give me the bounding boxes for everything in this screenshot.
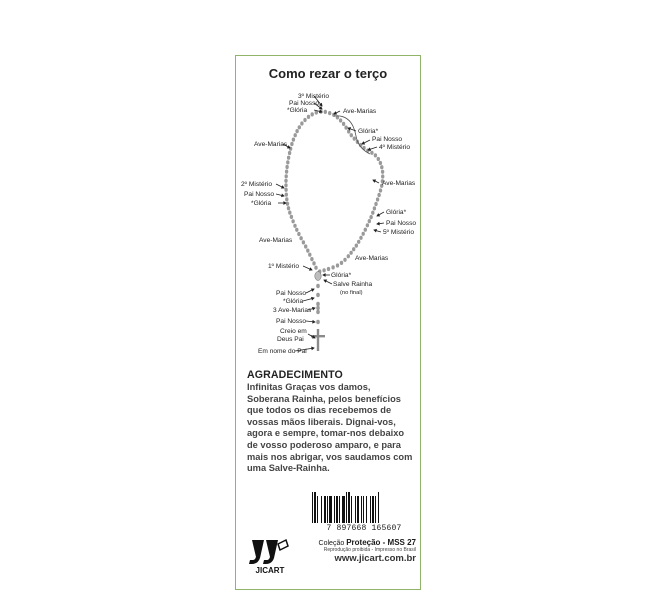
bead [336,263,339,267]
bead [377,157,380,161]
bead [300,121,303,125]
pendant-bead [316,320,320,324]
medal [315,272,321,281]
bead [295,129,298,133]
arrow-head [374,229,376,231]
bead [340,261,343,265]
arrow-head [284,202,286,204]
bead [374,202,377,206]
bead [285,197,288,201]
prayer-text: Infinitas Graças vos damos, Soberana Rainha, pelos benefícios que todos os dias recebemos de vossas mãos liberais. Dignai-vos, agora e sempre, tomar-nos debaixo de vosso poderoso amparo, e para mais nos abrigar, vos saudamos com uma Salve-Rainha. [247,382,413,474]
pendant-bead [316,302,320,306]
arrow-head [323,274,325,276]
bead [331,265,334,269]
arrow-head [312,297,314,299]
label-5-misterio: 5º Mistério [383,229,414,236]
arrow-head [282,194,284,196]
label-deus-pai: Deus Pai [277,336,304,343]
arrow-head [312,347,314,349]
label-gloria-2: *Glória [251,200,272,207]
arrow-head [313,321,315,323]
bead [285,193,288,197]
bead [285,165,288,169]
label-pai-nosso-3: Pai Nosso [289,100,320,107]
bead [327,267,330,271]
bead [357,240,360,244]
bead [292,138,295,142]
label-pai-nosso-pendant: Pai Nosso [276,290,307,297]
arrow-head [310,268,312,270]
bead [311,112,314,116]
bead [349,251,352,255]
bead [322,268,325,272]
bead [328,111,331,115]
label-gloria-final: Glória* [331,272,352,279]
barcode-bar [379,492,380,523]
bead [308,253,311,257]
label-4-misterio: 4º Mistério [379,144,410,151]
rosary-beads [284,110,384,352]
bead [287,156,290,160]
bead [355,244,358,248]
bead [373,206,376,210]
label-ave-marias-right: Ave-Marias [382,180,416,187]
prayer-heading: AGRADECIMENTO [247,369,343,381]
card-title: Como rezar o terço [268,66,388,81]
jicart-logo [248,534,292,574]
bead [377,193,380,197]
bead [294,133,297,137]
bead [366,223,369,227]
prayer-section [247,369,415,475]
pendant-bead [316,293,320,297]
bead [368,219,371,223]
bead [286,202,289,206]
bead [287,206,290,210]
bead [288,151,291,155]
bead [371,211,374,215]
bead [288,211,291,215]
website-url: www.jicart.com.br [334,553,416,564]
bead [362,232,365,236]
label-salve-rainha: Salve Rainha [333,281,373,288]
bead [381,174,384,178]
prayer-card [235,55,421,590]
arrow-head [334,112,337,114]
collection-line: Coleção Proteção - MSS 27 [318,538,416,547]
arrow-head [281,186,284,188]
label-1-misterio: 1º Mistério [268,263,299,270]
bead [324,110,327,114]
bead [284,183,287,187]
label-ave-marias-left-bottom: Ave-Marias [259,237,293,244]
pendant-bead [316,284,320,288]
bead [284,179,287,183]
barcode [312,492,416,534]
arrow-head [311,289,314,291]
arrow-head [377,214,380,216]
arrow-head [368,148,370,150]
bead [299,236,302,240]
label-pai-nosso-5: Pai Nosso [386,220,417,227]
bead [307,115,310,119]
bead [285,174,288,178]
arrow-head [313,307,315,309]
label-em-nome-do-pai: Em nome do Pai [258,348,307,355]
copyright-line: Reprodução proibida - Impresso no Brasil [323,547,416,553]
label-2-misterio: 2º Mistério [241,181,272,188]
label-ave-marias-right-bottom: Ave-Marias [355,255,389,262]
label-ave-marias-top: Ave-Marias [343,108,377,115]
bead [364,228,367,232]
bead [370,151,373,155]
bead [306,249,309,253]
label-no-final: (no final) [340,290,363,296]
bead [285,170,288,174]
bead [304,244,307,248]
label-3-ave-marias: 3 Ave-Marias [273,307,312,314]
label-ave-marias-left: Ave-Marias [254,141,288,148]
barcode-bars [312,492,416,523]
bead [312,261,315,265]
bead [379,161,382,165]
bead [353,137,356,141]
bead [379,188,382,192]
arrow-head [362,142,365,144]
label-creio-em: Creio em [280,328,307,335]
arrow-head [377,223,379,225]
bead [350,133,353,137]
label-gloria-4: Glória* [358,128,379,135]
bead [302,240,305,244]
bead [380,165,383,169]
bead [352,247,355,251]
bead [314,266,317,270]
bead [376,197,379,201]
label-gloria-3: *Glória [287,107,308,114]
barcode-number: 7 897668 165607 [326,524,402,533]
bead [298,125,301,129]
bead [284,188,287,192]
bead [339,118,342,122]
label-gloria-5: Glória* [386,209,407,216]
bead [381,170,384,174]
arrow-head [287,146,290,148]
bead [291,219,294,223]
bead [347,254,350,258]
bead [286,160,289,164]
bead [359,236,362,240]
bead [303,118,306,122]
bead [343,258,346,262]
bead [342,122,345,126]
bead [369,215,372,219]
label-pai-nosso-2: Pai Nosso [244,191,275,198]
label-3-misterio: 3º Mistério [298,93,329,100]
pendant-bead [316,310,320,314]
svg-text:JICART: JICART [255,566,285,574]
pendant-bead [316,306,320,310]
bead [310,257,313,261]
crucifix-vertical [317,329,319,351]
bead [295,228,298,232]
arrow-head [373,180,376,182]
label-pai-nosso-4: Pai Nosso [372,136,403,143]
bead [374,153,377,157]
bead [297,232,300,236]
label-gloria-pendant: *Glória [283,298,304,305]
arrow-head [324,280,327,282]
bead [290,215,293,219]
bead [290,142,293,146]
bead [344,126,347,130]
footer [304,538,416,564]
bead [293,224,296,228]
label-pai-nosso-first: Pai Nosso [276,318,307,325]
